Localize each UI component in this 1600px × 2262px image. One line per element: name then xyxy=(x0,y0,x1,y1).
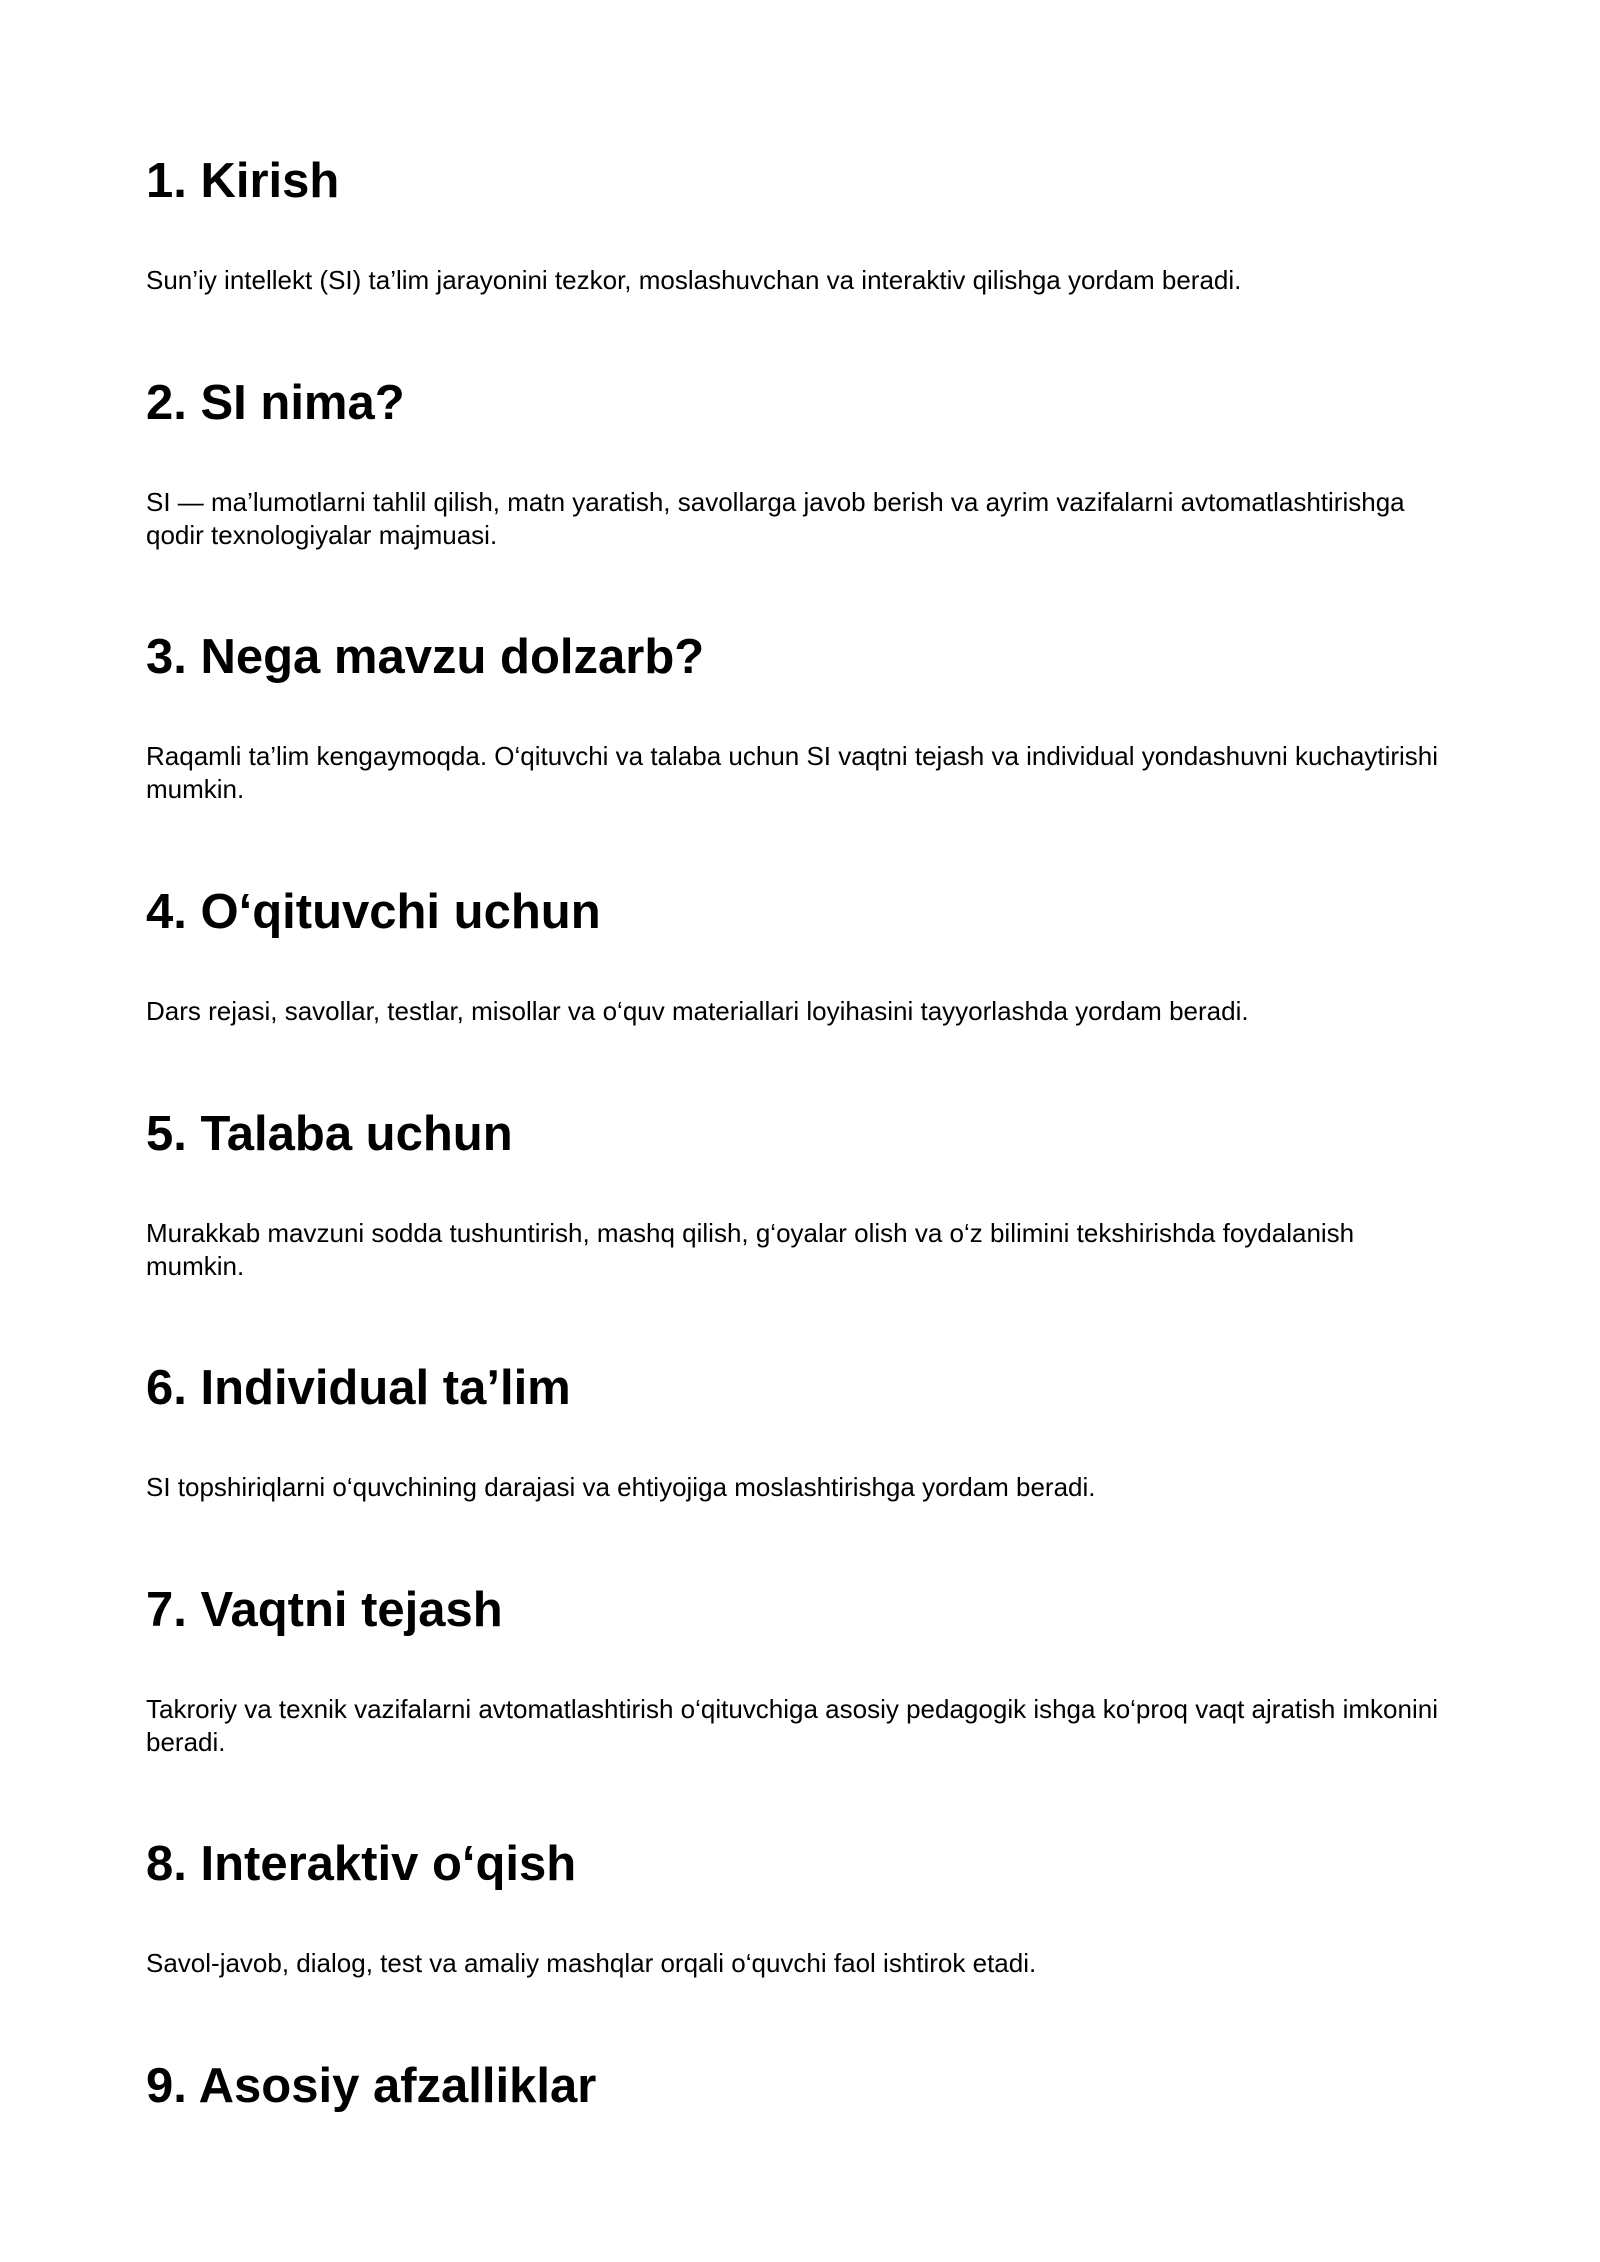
section-body: SI — ma’lumotlarni tahlil qilish, matn yaratish, savollarga javob berish va ayrim vazifalarni avtomatlashtirishga qodir texnologiyalar majmuasi. xyxy=(146,487,1405,550)
section-nega-mavzu-dolzarb xyxy=(146,629,1456,804)
section-talaba-uchun xyxy=(146,1106,1456,1281)
section-body: Raqamli ta’lim kengaymoqda. O‘qituvchi va talaba uchun SI vaqtni tejash va individual yondashuvni kuchaytirishi mumkin. xyxy=(146,741,1439,804)
section-kirish xyxy=(146,153,1456,295)
section-heading: 9. Asosiy afzalliklar xyxy=(146,2059,597,2113)
section-heading: 8. Interaktiv o‘qish xyxy=(146,1837,577,1891)
section-body: Savol-javob, dialog, test va amaliy mashqlar orqali o‘quvchi faol ishtirok etadi. xyxy=(146,1948,1037,1978)
section-heading: 7. Vaqtni tejash xyxy=(146,1583,503,1637)
section-body: SI topshiriqlarni o‘quvchining darajasi va ehtiyojiga moslashtirishga yordam beradi. xyxy=(146,1472,1096,1502)
section-individual-talim xyxy=(146,1360,1456,1502)
section-heading: 2. SI nima? xyxy=(146,376,405,430)
section-body: Sun’iy intellekt (SI) ta’lim jarayonini tezkor, moslashuvchan va interaktiv qilishga yordam beradi. xyxy=(146,265,1242,295)
section-body: Murakkab mavzuni sodda tushuntirish, mashq qilish, g‘oyalar olish va o‘z bilimini tekshirishda foydalanish mumkin. xyxy=(146,1218,1355,1281)
section-body: Dars rejasi, savollar, testlar, misollar va o‘quv materiallari loyihasini tayyorlashda yordam beradi. xyxy=(146,996,1249,1026)
section-oqituvchi-uchun xyxy=(146,884,1456,1026)
section-interaktiv-oqish xyxy=(146,1836,1456,1978)
section-heading: 3. Nega mavzu dolzarb? xyxy=(146,630,705,684)
section-heading: 1. Kirish xyxy=(146,154,340,208)
section-body: Takroriy va texnik vazifalarni avtomatlashtirish o‘qituvchiga asosiy pedagogik ishga ko‘proq vaqt ajratish imkonini beradi. xyxy=(146,1694,1438,1757)
section-heading: 6. Individual ta’lim xyxy=(146,1361,571,1415)
section-si-nima xyxy=(146,375,1456,550)
section-heading: 4. O‘qituvchi uchun xyxy=(146,885,601,939)
section-heading: 5. Talaba uchun xyxy=(146,1107,513,1161)
section-asosiy-afzalliklar xyxy=(146,2058,1456,2114)
section-vaqtni-tejash xyxy=(146,1582,1456,1757)
